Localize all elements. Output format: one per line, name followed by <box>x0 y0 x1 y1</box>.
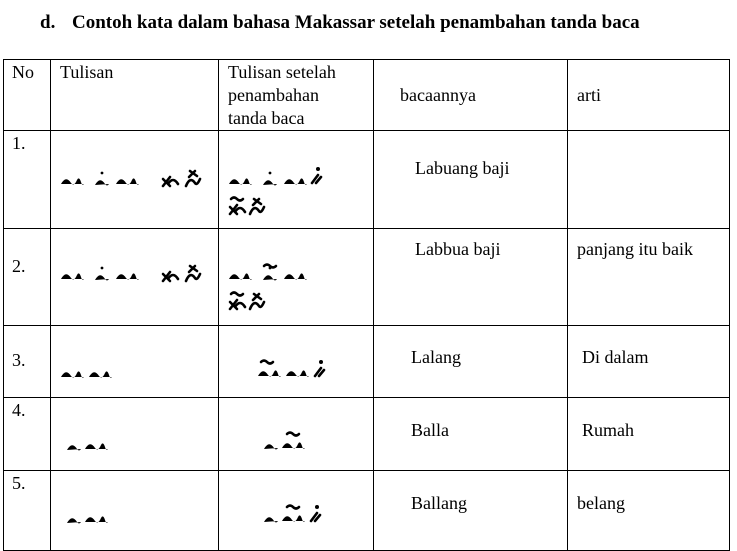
row-arti: Di dalam <box>582 347 649 367</box>
row-bacaan: Lalang <box>411 347 461 367</box>
cell-setelah <box>219 326 374 398</box>
header-setelah-line2: penambahan <box>228 85 319 105</box>
cell-bacaan <box>374 398 568 471</box>
cell-no <box>4 471 51 551</box>
table-row <box>4 326 730 398</box>
cell-no <box>4 229 51 326</box>
header-setelah <box>219 60 374 131</box>
cell-setelah <box>219 229 374 326</box>
cell-no <box>4 326 51 398</box>
row-arti: panjang itu baik <box>577 239 693 259</box>
cell-bacaan <box>374 326 568 398</box>
cell-arti <box>568 471 730 551</box>
table-row <box>4 131 730 229</box>
cell-setelah <box>219 131 374 229</box>
row-bacaan: Labbua baji <box>415 239 501 259</box>
header-arti <box>568 60 730 131</box>
row-bacaan: Balla <box>411 420 449 440</box>
cell-arti <box>568 131 730 229</box>
table-row <box>4 398 730 471</box>
row-bacaan: Labuang baji <box>415 158 510 178</box>
lontara-script-glyph <box>257 356 347 386</box>
cell-bacaan <box>374 471 568 551</box>
cell-setelah <box>219 398 374 471</box>
lontara-table <box>3 59 730 551</box>
lontara-script-glyph <box>228 264 368 320</box>
header-setelah-line3: tanda baca <box>228 108 305 128</box>
lontara-script-glyph <box>60 434 140 458</box>
cell-no <box>4 131 51 229</box>
header-bacaan-text: bacaannya <box>400 85 476 105</box>
cell-arti <box>568 229 730 326</box>
table-row <box>4 229 730 326</box>
row-number: 4. <box>12 400 26 420</box>
lontara-script-glyph <box>60 169 210 193</box>
cell-tulisan <box>51 229 219 326</box>
row-arti: Rumah <box>582 420 634 440</box>
cell-tulisan <box>51 471 219 551</box>
table-row <box>4 471 730 551</box>
header-arti-text: arti <box>577 85 601 105</box>
row-bacaan: Ballang <box>411 493 467 513</box>
section-label: d. <box>40 12 56 33</box>
cell-setelah <box>219 471 374 551</box>
cell-tulisan <box>51 326 219 398</box>
lontara-script-glyph <box>60 507 140 531</box>
lontara-script-glyph <box>228 169 368 225</box>
header-bacaan <box>374 60 568 131</box>
header-no-text: No <box>12 62 34 82</box>
cell-tulisan <box>51 398 219 471</box>
row-number: 3. <box>12 350 26 370</box>
cell-arti <box>568 326 730 398</box>
cell-arti <box>568 398 730 471</box>
cell-tulisan <box>51 131 219 229</box>
section-title: Contoh kata dalam bahasa Makassar setelah penambahan tanda baca <box>72 12 640 33</box>
row-number: 1. <box>12 133 26 153</box>
cell-bacaan <box>374 131 568 229</box>
lontara-script-glyph <box>60 264 210 288</box>
section-heading <box>40 12 640 34</box>
lontara-script-glyph <box>257 501 347 531</box>
row-arti: belang <box>577 493 625 513</box>
lontara-script-glyph <box>60 362 140 386</box>
header-row <box>4 60 730 131</box>
header-tulisan <box>51 60 219 131</box>
cell-bacaan <box>374 229 568 326</box>
header-setelah-line1: Tulisan setelah <box>228 62 336 82</box>
header-no <box>4 60 51 131</box>
cell-no <box>4 398 51 471</box>
header-tulisan-text: Tulisan <box>60 62 114 82</box>
row-number: 5. <box>12 473 26 493</box>
lontara-script-glyph <box>257 428 337 458</box>
row-number: 2. <box>12 256 26 276</box>
